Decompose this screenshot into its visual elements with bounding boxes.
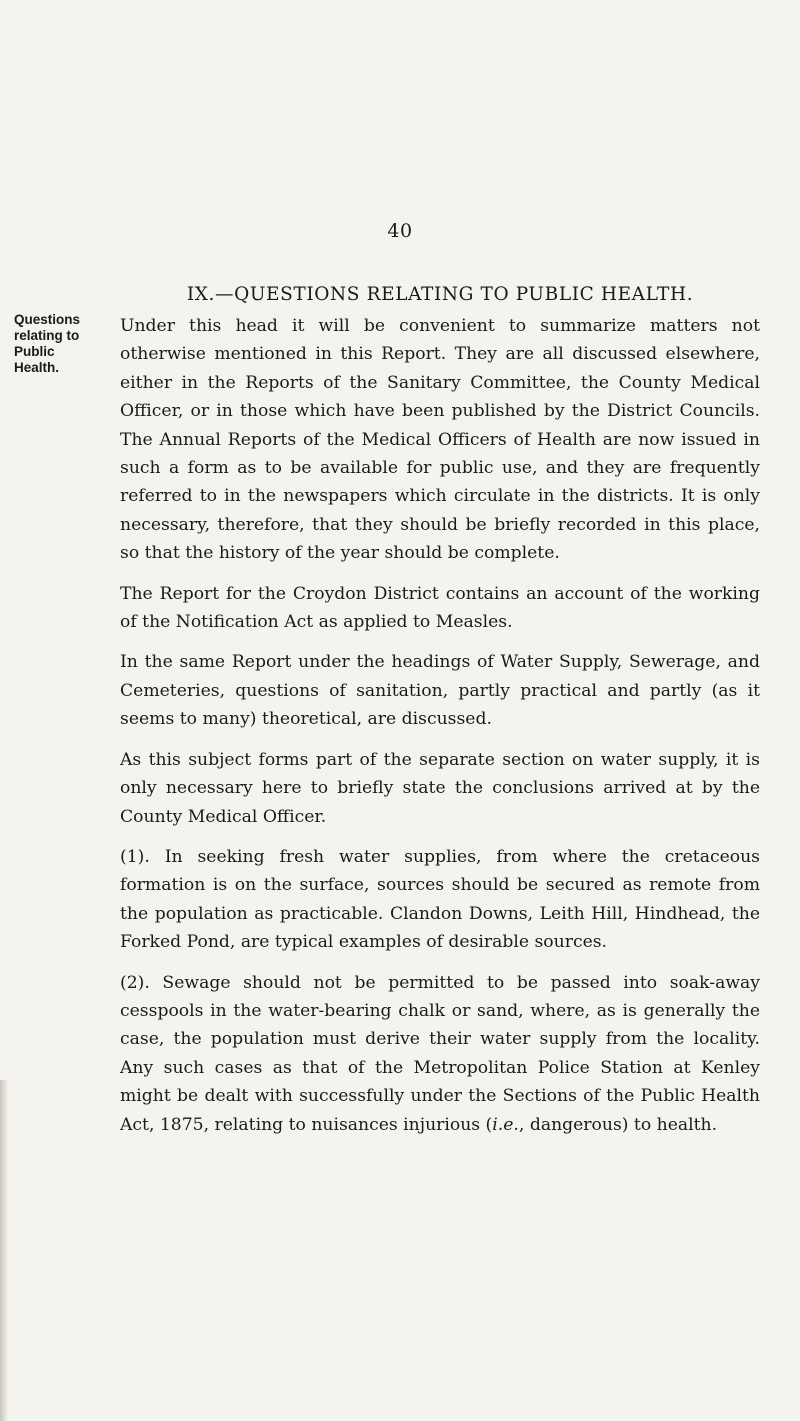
section-heading: IX.—QUESTIONS RELATING TO PUBLIC HEALTH.: [186, 284, 694, 305]
paragraph-conclusion-2-text: (2). Sewage should not be permitted to be passed into soak-away cesspools in the water-bearing chalk or sand, where, as is generally the case, the population must derive their water supply from the locality. Any such cases as that of the Metropolitan Police Station at Kenley might be dealt with successfully under the Sections of the Public Health Act, 1875, relating to nuisances injurious (: [120, 972, 760, 1135]
paragraph-intro: Under this head it will be convenient to summarize matters not otherwise mentioned in this Report. They are all discussed elsewhere, either in the Reports of the Sanitary Committee, the County Medical Officer, or in those which have been published by the District Councils. The Annual Reports of the Medical Officers of Health are now issued in such a form as to be available for public use, and they are frequently referred to in the newspapers which circulate in the districts. It is only necessary, therefore, that they should be briefly recorded in this place, so that the history of the year should be complete.: [120, 316, 760, 564]
body-text: [120, 312, 760, 1151]
paragraph-croydon-report: The Report for the Croydon District contains an account of the working of the Notification Act as applied to Measles.: [120, 583, 760, 633]
paragraph-conclusion-2-end: , dangerous) to health.: [518, 1114, 718, 1135]
paragraph-conclusion-1: (1). In seeking fresh water supplies, from where the cretaceous formation is on the surface, sources should be secured as remote from the population as practicable. Clandon Downs, Leith Hill, Hindhead, the Forked Pond, are typical examples of desirable sources.: [120, 846, 760, 953]
page-edge-shadow: [0, 1080, 8, 1421]
marginal-note: Questions relating to Public Health.: [14, 312, 81, 375]
ie-abbreviation: i.e.: [492, 1114, 519, 1135]
paragraph-headings: In the same Report under the headings of Water Supply, Sewerage, and Cemeteries, questions of sanitation, partly practical and partly (as it seems to many) theoretical, are discussed.: [120, 652, 760, 730]
paragraph-conclusion-2: [120, 969, 760, 1139]
paragraph-water-supply: As this subject forms part of the separate section on water supply, it is only necessary here to briefly state the conclusions arrived at by the County Medical Officer.: [120, 749, 760, 827]
page-number: 40: [387, 220, 413, 242]
